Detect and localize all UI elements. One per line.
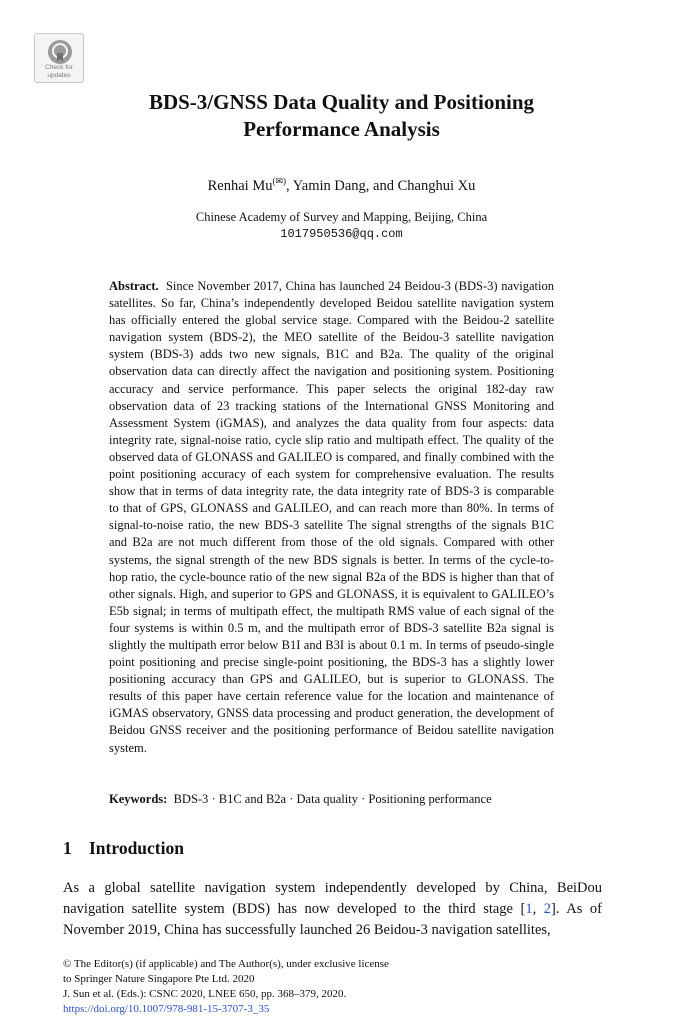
keyword-2: B1C and B2a	[218, 792, 287, 806]
doi-link[interactable]: https://doi.org/10.1007/978-981-15-3707-3_35	[63, 1003, 270, 1015]
footer-line-3: J. Sun et al. (Eds.): CSNC 2020, LNEE 650, pp. 368–379, 2020.	[63, 988, 347, 1000]
check-for-updates-badge[interactable]	[34, 33, 84, 83]
affiliation	[60, 209, 623, 243]
paper-title	[60, 89, 623, 143]
badge-line-1: Check for	[45, 64, 73, 71]
author-email[interactable]: 1017950536@qq.com	[280, 227, 403, 241]
keywords-label: Keywords:	[109, 792, 168, 806]
keyword-1: BDS-3	[173, 792, 209, 806]
section-number: 1	[63, 838, 72, 858]
footer-line-2: to Springer Nature Singapore Pte Ltd. 2020	[63, 973, 255, 985]
intro-text-end: ]. As of November 2019, China has successfully launched 26 Beidou-3 navigation satellites,	[63, 901, 602, 938]
author-list	[60, 176, 623, 195]
other-authors: , Yamin Dang, and Changhui Xu	[286, 178, 476, 194]
section-heading	[63, 838, 184, 859]
bookmark-ribbon-icon	[47, 39, 73, 65]
keyword-separator: ·	[211, 792, 216, 806]
footer-line-1: © The Editor(s) (if applicable) and The Author(s), under exclusive license	[63, 958, 389, 970]
abstract	[109, 278, 554, 757]
badge-text	[35, 64, 83, 79]
citation-1[interactable]: 1	[525, 901, 533, 917]
institution: Chinese Academy of Survey and Mapping, Beijing, China	[195, 210, 488, 224]
keyword-4: Positioning performance	[368, 792, 492, 806]
badge-line-2: updates	[47, 71, 71, 79]
author-1: Renhai Mu	[207, 178, 273, 194]
copyright-footer	[63, 957, 389, 1017]
keywords	[109, 791, 569, 808]
abstract-label: Abstract.	[109, 279, 159, 293]
intro-paragraph	[63, 878, 602, 941]
citation-separator: ,	[532, 901, 544, 917]
keyword-separator: ·	[361, 792, 366, 806]
keyword-3: Data quality	[296, 792, 358, 806]
title-line-1: BDS-3/GNSS Data Quality and Positioning	[148, 90, 535, 114]
section-title: Introduction	[89, 838, 184, 858]
citation-2[interactable]: 2	[543, 901, 552, 917]
abstract-text: Since November 2017, China has launched 24 Beidou-3 (BDS-3) navigation satellites. So far, China’s independently developed Beidou satellite navigation system has officially entered the global service stage. Compared with the Beidou-2 satellite navigation system (BDS-2), the MEO satellite of the Beidou-3 satellite navigation system (BDS-3) adds two new signals, B1C and B2a. The quality of the original observation data can directly affect the navigation and positioning system. Positioning accuracy and service performance. This paper selects the original 182-day raw observation data of 23 tracking stations of the International GNSS Monitoring and Assessment System (iGMAS), and analyzes the data quality from four aspects: data integrity rate, signal-noise ratio, cycle slip ratio and multipath effect. The quality of the observed data of GLONASS and GALILEO is compared, and finally combined with the point positioning accuracy of each system for comprehensive evaluation. The results show that in terms of data integrity rate, the data integrity rate of BDS-3 is comparable to that of GPS, GLONASS and GALILEO, and can reach more than 80%. In terms of signal-to-noise ratio, the new BDS-3 satellite The signal strengths of the signals B1C and B2a are not much different from those of the old signals. Compared with other systems, the signal strength of the new BDS signals is better. In terms of the cycle-to-hop ratio, the cycle-bounce ratio of the new signal B2a of the BDS is higher than that of other signals. High, and superior to GPS and GLONASS, it is equivalent to GALILEO’s E5b signal; in terms of multipath effect, the multipath RMS value of each signal of the four systems is within 0.5 m, and the multipath error of BDS-3 satellite B2a signal is slightly the multipath error below B1I and B3I is about 0.1 m. In terms of pseudo-single point positioning and precise single-point positioning, the BDS-3 has a slightly lower positioning accuracy than GPS and GALILEO, but is superior to GLONASS. The results of this paper have certain reference value for the location and maintenance of iGMAS observatory, GNSS data processing and product generation, the development of Beidou GNSS receiver and the positioning performance of Beidou satellite navigation system.	[109, 279, 554, 755]
title-line-2: Performance Analysis	[243, 117, 440, 141]
corresponding-author-mail-icon[interactable]: (✉)	[272, 176, 287, 186]
keyword-separator: ·	[289, 792, 294, 806]
intro-text-start: As a global satellite navigation system independently developed by China, BeiDou navigation satellite system (BDS) has now developed to the third stage [	[63, 880, 602, 917]
